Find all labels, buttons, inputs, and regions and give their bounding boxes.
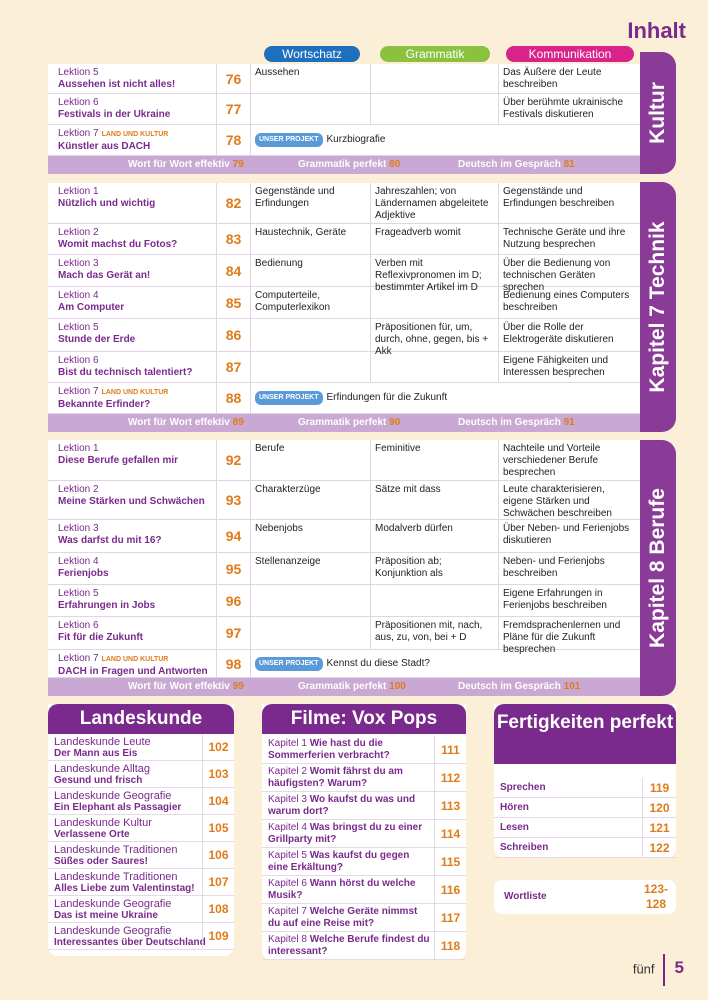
lesson-page: 86 <box>216 319 250 351</box>
kommunikation-cell: Über die Bedienung von technischen Geräten sprechen <box>498 255 640 286</box>
project-tag: UNSER PROJEKT <box>255 391 323 405</box>
lesson-row[interactable] <box>48 64 640 94</box>
lesson-cell <box>48 352 216 382</box>
filme-item[interactable] <box>262 904 466 932</box>
landeskunde-item[interactable] <box>48 815 234 842</box>
filme-item[interactable] <box>262 736 466 764</box>
wortliste-page: 123- 128 <box>643 882 668 911</box>
lesson-number: Lektion 4 <box>58 556 99 567</box>
landeskunde-item[interactable] <box>48 869 234 896</box>
filme-item-chapter: Kapitel 4 <box>268 822 307 833</box>
landeskunde-item-category: Landeskunde Geografie <box>54 790 172 802</box>
lesson-number: Lektion 2 <box>58 227 99 238</box>
project-title: Kennst du diese Stadt? <box>326 657 430 669</box>
filme-item-text <box>268 934 432 958</box>
land-und-kultur-tag: LAND UND KULTUR <box>101 656 169 663</box>
fertigkeiten-item[interactable] <box>494 838 676 858</box>
block-technik <box>48 183 640 414</box>
footer-grammatik-perfekt[interactable] <box>298 417 400 428</box>
lesson-title[interactable]: Bekannte Erfinder? <box>58 399 151 410</box>
lesson-row[interactable] <box>48 94 640 125</box>
filme-item-chapter: Kapitel 7 <box>268 906 307 917</box>
wortschatz-cell <box>250 94 370 124</box>
fertigkeiten-item-page: 119 <box>642 778 676 797</box>
landeskunde-item-category: Landeskunde Geografie <box>54 898 172 910</box>
column-header-grammatik: Grammatik <box>380 46 490 62</box>
lesson-cell <box>48 224 216 254</box>
footer-deutsch-im-gespraech-label: Deutsch im Gespräch <box>458 681 561 692</box>
lesson-row[interactable] <box>48 520 640 553</box>
lesson-number: Lektion 1 <box>58 443 99 454</box>
filme-item-text <box>268 766 432 790</box>
lesson-number: Lektion 3 <box>58 523 99 534</box>
wortschatz-cell <box>250 319 370 351</box>
landeskunde-item-category: Landeskunde Geografie <box>54 925 172 937</box>
filme-item-chapter: Kapitel 3 <box>268 794 307 805</box>
column-headers <box>0 46 708 64</box>
tab-technik-label: Kapitel 7 Technik <box>646 221 669 393</box>
kommunikation-cell: Neben- und Ferienjobs beschreiben <box>498 553 640 584</box>
fertigkeiten-item-page: 122 <box>642 838 676 857</box>
landeskunde-item-page: 103 <box>202 761 234 787</box>
lesson-title[interactable]: Nützlich und wichtig <box>58 198 156 209</box>
lesson-row[interactable] <box>48 287 640 319</box>
project-cell <box>250 383 640 413</box>
grammatik-cell: Frageadverb womit <box>370 224 498 254</box>
lesson-number-line <box>58 386 212 399</box>
kommunikation-cell: Über Neben- und Ferienjobs diskutieren <box>498 520 640 552</box>
fertigkeiten-item[interactable] <box>494 798 676 818</box>
filme-item-page: 115 <box>434 848 466 875</box>
wortschatz-cell: Nebenjobs <box>250 520 370 552</box>
footer-deutsch-im-gespraech[interactable] <box>458 417 575 428</box>
filme-item-question: Was bringst du zu einer Grillparty mit? <box>268 822 423 845</box>
lesson-cell <box>48 319 216 351</box>
landeskunde-item-title: Ein Elephant als Passagier <box>54 802 182 813</box>
filme-item-page: 113 <box>434 792 466 819</box>
kommunikation-cell: Eigene Erfahrungen in Ferienjobs beschreiben <box>498 585 640 616</box>
page-title: Inhalt <box>627 18 686 43</box>
grammatik-cell <box>370 64 498 93</box>
landeskunde-item-title: Der Mann aus Eis <box>54 748 138 759</box>
lesson-cell <box>48 183 216 223</box>
lesson-title[interactable]: Ferienjobs <box>58 568 109 579</box>
footer-grammatik-perfekt-label: Grammatik perfekt <box>298 159 387 170</box>
footer-wort-fuer-wort[interactable] <box>128 417 244 428</box>
grammatik-cell <box>370 94 498 124</box>
landeskunde-item-category: Landeskunde Kultur <box>54 817 152 829</box>
filme-item[interactable] <box>262 932 466 960</box>
kommunikation-cell: Eigene Fähigkeiten und Interessen besprechen <box>498 352 640 382</box>
lesson-cell <box>48 383 216 413</box>
lesson-row[interactable] <box>48 255 640 293</box>
lesson-number: Lektion 5 <box>58 67 99 78</box>
lesson-number: Lektion 5 <box>58 588 99 599</box>
lesson-title[interactable]: Erfahrungen in Jobs <box>58 600 156 611</box>
lesson-title[interactable]: Was darfst du mit 16? <box>58 535 162 546</box>
filme-item-question: Was kaufst du gegen eine Erkältung? <box>268 850 410 873</box>
footer-wort-fuer-wort-page: 99 <box>232 681 244 692</box>
lesson-cell <box>48 255 216 286</box>
fertigkeiten-item-label: Schreiben <box>500 842 549 853</box>
filme-item-chapter: Kapitel 1 <box>268 738 307 749</box>
filme-item-chapter: Kapitel 8 <box>268 934 307 945</box>
tab-berufe-label: Kapitel 8 Berufe <box>646 488 669 648</box>
lesson-page: 82 <box>216 183 250 223</box>
landeskunde-item-category: Landeskunde Traditionen <box>54 871 178 883</box>
lesson-page: 84 <box>216 255 250 286</box>
filme-item-page: 117 <box>434 904 466 931</box>
lesson-page: 76 <box>216 64 250 93</box>
landeskunde-item[interactable] <box>48 842 234 869</box>
lesson-number-line <box>58 653 212 666</box>
fertigkeiten-item[interactable] <box>494 778 676 798</box>
grammatik-cell <box>370 585 498 616</box>
lesson-number: Lektion 6 <box>58 97 99 108</box>
filme-item[interactable] <box>262 820 466 848</box>
filme-item[interactable] <box>262 764 466 792</box>
landeskunde-item-page: 108 <box>202 896 234 922</box>
lesson-title[interactable]: Mach das Gerät an! <box>58 270 151 281</box>
wortschatz-cell: Computerteile, Computerlexikon <box>250 287 370 318</box>
lesson-row[interactable] <box>48 585 640 617</box>
filme-item-question: Womit fährst du am häufigsten? Warum? <box>268 766 403 789</box>
lesson-title[interactable]: Meine Stärken und Schwächen <box>58 496 205 507</box>
footer-deutsch-im-gespraech-label: Deutsch im Gespräch <box>458 159 561 170</box>
page-number-digit: 5 <box>674 958 684 978</box>
tab-berufe[interactable] <box>640 440 676 696</box>
wortliste-label: Wortliste <box>504 891 547 902</box>
footer-grammatik-perfekt[interactable] <box>298 159 400 170</box>
grammatik-cell: Modalverb dürfen <box>370 520 498 552</box>
filme-item[interactable] <box>262 848 466 876</box>
lesson-row[interactable] <box>48 224 640 255</box>
grammatik-cell <box>370 352 498 382</box>
wortschatz-cell: Haustechnik, Geräte <box>250 224 370 254</box>
project-tag: UNSER PROJEKT <box>255 657 323 671</box>
kommunikation-cell: Fremdsprachenlernen und Pläne für die Zukunft besprechen <box>498 617 640 649</box>
landeskunde-item-page: 107 <box>202 869 234 895</box>
kommunikation-cell: Nachteile und Vorteile verschiedener Berufe besprechen <box>498 440 640 480</box>
grammatik-cell: Verben mit Reflexivpronomen im D; bestimmter Artikel im D <box>370 255 498 286</box>
landeskunde-item-text <box>54 898 171 922</box>
footer-grammatik-perfekt-label: Grammatik perfekt <box>298 681 387 692</box>
landeskunde-item-category: Landeskunde Alltag <box>54 763 151 775</box>
footer-deutsch-im-gespraech-page: 101 <box>563 681 581 692</box>
fertigkeiten-item[interactable] <box>494 818 676 838</box>
lesson-cell <box>48 94 216 124</box>
filme-item-text <box>268 906 432 930</box>
lesson-title[interactable]: Bist du technisch talentiert? <box>58 367 193 378</box>
landeskunde-item-title: Das ist meine Ukraine <box>54 910 158 921</box>
lesson-cell <box>48 440 216 480</box>
footer-deutsch-im-gespraech-page: 91 <box>563 417 575 428</box>
grammatik-cell <box>370 287 498 318</box>
project-title: Kurzbiografie <box>326 134 386 145</box>
filme-item[interactable] <box>262 876 466 904</box>
lesson-row[interactable] <box>48 352 640 383</box>
landeskunde-item-page: 105 <box>202 815 234 841</box>
kommunikation-cell: Bedienung eines Computers beschreiben <box>498 287 640 318</box>
filme-item-page: 111 <box>434 736 466 763</box>
filme-item-page: 112 <box>434 764 466 791</box>
landeskunde-item-text <box>54 736 151 760</box>
filme-item-page: 118 <box>434 932 466 959</box>
landeskunde-item-title: Alles Liebe zum Valentinstag! <box>54 883 195 894</box>
footer-wort-fuer-wort-label: Wort für Wort effektiv <box>128 159 230 170</box>
landeskunde-box <box>48 704 234 956</box>
lesson-title[interactable]: Festivals in der Ukraine <box>58 109 171 120</box>
footer-grammatik-perfekt-page: 80 <box>389 159 401 170</box>
filme-item-question: Wann hörst du welche Musik? <box>268 878 416 901</box>
landeskunde-item-page: 109 <box>202 923 234 949</box>
filme-box <box>262 704 466 960</box>
lesson-number: Lektion 6 <box>58 355 99 366</box>
lesson-page: 77 <box>216 94 250 124</box>
wortschatz-cell: Aussehen <box>250 64 370 93</box>
landeskunde-item[interactable] <box>48 761 234 788</box>
fertigkeiten-box <box>494 704 676 858</box>
lesson-cell <box>48 650 216 677</box>
filme-header: Filme: Vox Pops <box>262 704 466 734</box>
grammatik-cell: Präpositionen für, um, durch, ohne, gegen, bis + Akk <box>370 319 498 351</box>
kommunikation-cell: Leute charakterisieren, eigene Stärken und Schwächen beschreiben <box>498 481 640 519</box>
lesson-page: 96 <box>216 585 250 616</box>
tab-kultur-label: Kultur <box>646 82 669 144</box>
wortschatz-cell <box>250 617 370 649</box>
block-kultur <box>48 64 640 156</box>
column-header-wortschatz: Wortschatz <box>264 46 360 62</box>
kommunikation-cell: Das Äußere der Leute beschreiben <box>498 64 640 93</box>
filme-item-question: Welche Geräte nimmst du auf eine Reise mit? <box>268 906 418 929</box>
tab-technik[interactable] <box>640 182 676 432</box>
fertigkeiten-title: Fertigkeiten perfekt <box>496 712 674 733</box>
fertigkeiten-item-page: 120 <box>642 798 676 817</box>
wortschatz-cell: Stellenanzeige <box>250 553 370 584</box>
lesson-number: Lektion 6 <box>58 620 99 631</box>
lesson-cell <box>48 553 216 584</box>
lesson-title[interactable]: Künstler aus DACH <box>58 141 151 152</box>
fertigkeiten-item-label: Lesen <box>500 822 529 833</box>
filme-item-question: Wo kaufst du was und warum dort? <box>268 794 416 817</box>
landeskunde-item-title: Interessantes über Deutschland <box>54 937 206 948</box>
lesson-cell <box>48 585 216 616</box>
landeskunde-item[interactable] <box>48 788 234 815</box>
landeskunde-item-text <box>54 817 152 841</box>
lesson-row[interactable] <box>48 553 640 585</box>
footer-deutsch-im-gespraech-page: 81 <box>563 159 575 170</box>
lesson-page: 83 <box>216 224 250 254</box>
filme-item-text <box>268 794 432 818</box>
lesson-number-line <box>58 128 212 141</box>
filme-item-text <box>268 738 432 762</box>
column-header-kommunikation: Kommunikation <box>506 46 634 62</box>
filme-item-text <box>268 822 432 846</box>
kommunikation-cell: Über berühmte ukrainische Festivals diskutieren <box>498 94 640 124</box>
footer-wort-fuer-wort-page: 89 <box>232 417 244 428</box>
fertigkeiten-item-page: 121 <box>642 818 676 837</box>
lesson-title[interactable]: Womit machst du Fotos? <box>58 239 178 250</box>
page-number-divider <box>663 954 665 986</box>
lesson-page: 94 <box>216 520 250 552</box>
page-number <box>633 954 684 986</box>
project-tag: UNSER PROJEKT <box>255 133 323 147</box>
block-berufe <box>48 440 640 678</box>
landeskunde-item-title: Süßes oder Saures! <box>54 856 148 867</box>
footer-wort-fuer-wort-page: 79 <box>232 159 244 170</box>
filme-item-text <box>268 878 432 902</box>
lesson-number: Lektion 7 <box>58 386 99 397</box>
landeskunde-item-text <box>54 844 178 868</box>
filme-item-page: 114 <box>434 820 466 847</box>
landeskunde-item-title: Gesund und frisch <box>54 775 143 786</box>
landeskunde-item-page: 102 <box>202 734 234 760</box>
lesson-row[interactable] <box>48 125 640 156</box>
landeskunde-item[interactable] <box>48 896 234 923</box>
land-und-kultur-tag: LAND UND KULTUR <box>101 131 169 138</box>
wortschatz-cell <box>250 352 370 382</box>
grammatik-cell: Präpositionen mit, nach, aus, zu, von, bei + D <box>370 617 498 649</box>
landeskunde-item-title: Verlassene Orte <box>54 829 130 840</box>
lesson-number: Lektion 4 <box>58 290 99 301</box>
lesson-row[interactable] <box>48 440 640 481</box>
filme-item-text <box>268 850 432 874</box>
wortschatz-cell: Charakterzüge <box>250 481 370 519</box>
lesson-page: 88 <box>216 383 250 413</box>
lesson-title[interactable]: Am Computer <box>58 302 125 313</box>
lesson-row[interactable] <box>48 481 640 520</box>
page-number-word: fünf <box>632 961 655 977</box>
kommunikation-cell: Gegenstände und Erfindungen beschreiben <box>498 183 640 223</box>
footer-technik <box>48 414 640 432</box>
landeskunde-header: Landeskunde <box>48 704 234 734</box>
lesson-page: 78 <box>216 125 250 155</box>
grammatik-cell: Sätze mit dass <box>370 481 498 519</box>
project-title: Erfindungen für die Zukunft <box>326 392 448 403</box>
lesson-title[interactable]: Stunde der Erde <box>58 334 136 345</box>
landeskunde-item-page: 106 <box>202 842 234 868</box>
footer-wort-fuer-wort[interactable] <box>128 681 244 692</box>
landeskunde-item-text <box>54 925 206 949</box>
landeskunde-item-category: Landeskunde Leute <box>54 736 151 748</box>
fertigkeiten-item-label: Hören <box>500 802 529 813</box>
project-cell <box>250 125 640 155</box>
wortschatz-cell: Berufe <box>250 440 370 480</box>
filme-item-page: 116 <box>434 876 466 903</box>
lesson-cell <box>48 481 216 519</box>
lesson-title[interactable]: Diese Berufe gefallen mir <box>58 455 179 466</box>
lesson-number: Lektion 1 <box>58 186 99 197</box>
kommunikation-cell: Technische Geräte und ihre Nutzung besprechen <box>498 224 640 254</box>
lesson-page: 95 <box>216 553 250 584</box>
tab-kultur[interactable] <box>640 52 676 174</box>
footer-wort-fuer-wort-label: Wort für Wort effektiv <box>128 681 230 692</box>
wortschatz-cell: Gegenstände und Erfindungen <box>250 183 370 223</box>
lesson-cell <box>48 520 216 552</box>
filme-item-question: Wie hast du die Sommerferien verbracht? <box>268 738 390 761</box>
lesson-page: 92 <box>216 440 250 480</box>
lesson-page: 93 <box>216 481 250 519</box>
lesson-page: 87 <box>216 352 250 382</box>
grammatik-cell: Präposition ab; Konjunktion als <box>370 553 498 584</box>
fertigkeiten-header <box>494 704 676 764</box>
lesson-number: Lektion 3 <box>58 258 99 269</box>
wortschatz-cell <box>250 585 370 616</box>
lesson-number: Lektion 5 <box>58 322 99 333</box>
landeskunde-item-text <box>54 871 195 895</box>
fertigkeiten-item-label: Sprechen <box>500 782 546 793</box>
footer-kultur <box>48 156 640 174</box>
filme-item[interactable] <box>262 792 466 820</box>
lesson-row[interactable] <box>48 383 640 414</box>
lesson-cell <box>48 617 216 649</box>
lesson-title[interactable]: Aussehen ist nicht alles! <box>58 79 176 90</box>
wortschatz-cell: Bedienung <box>250 255 370 286</box>
lesson-cell <box>48 125 216 155</box>
landeskunde-item[interactable] <box>48 734 234 761</box>
landeskunde-item-page: 104 <box>202 788 234 814</box>
landeskunde-item-text <box>54 790 181 814</box>
lesson-number: Lektion 2 <box>58 484 99 495</box>
lesson-page: 85 <box>216 287 250 318</box>
footer-grammatik-perfekt-page: 100 <box>389 681 406 692</box>
grammatik-cell: Feminitive <box>370 440 498 480</box>
grammatik-cell: Jahreszahlen; von Ländernamen abgeleitete Adjektive <box>370 183 498 223</box>
land-und-kultur-tag: LAND UND KULTUR <box>101 389 169 396</box>
lesson-row[interactable] <box>48 617 640 655</box>
filme-item-chapter: Kapitel 5 <box>268 850 307 861</box>
landeskunde-item[interactable] <box>48 923 234 950</box>
lesson-row[interactable] <box>48 183 640 224</box>
lesson-title[interactable]: DACH in Fragen und Antworten <box>58 666 208 677</box>
lesson-page: 98 <box>216 650 250 677</box>
footer-deutsch-im-gespraech-label: Deutsch im Gespräch <box>458 417 561 428</box>
kommunikation-cell: Über die Rolle der Elektrogeräte diskutieren <box>498 319 640 351</box>
filme-item-chapter: Kapitel 6 <box>268 878 307 889</box>
lesson-row[interactable] <box>48 650 640 678</box>
lesson-cell <box>48 287 216 318</box>
lesson-row[interactable] <box>48 319 640 357</box>
footer-deutsch-im-gespraech[interactable] <box>458 159 575 170</box>
wortliste-box[interactable] <box>494 880 676 914</box>
lesson-number: Lektion 7 <box>58 128 99 139</box>
landeskunde-item-text <box>54 763 150 787</box>
filme-item-chapter: Kapitel 2 <box>268 766 307 777</box>
footer-deutsch-im-gespraech[interactable] <box>458 681 580 692</box>
footer-wort-fuer-wort[interactable] <box>128 159 244 170</box>
footer-grammatik-perfekt-page: 90 <box>389 417 401 428</box>
landeskunde-item-category: Landeskunde Traditionen <box>54 844 178 856</box>
footer-grammatik-perfekt-label: Grammatik perfekt <box>298 417 387 428</box>
filme-item-question: Welche Berufe findest du interessant? <box>268 934 430 957</box>
footer-wort-fuer-wort-label: Wort für Wort effektiv <box>128 417 230 428</box>
lesson-page: 97 <box>216 617 250 649</box>
footer-grammatik-perfekt[interactable] <box>298 681 406 692</box>
lesson-cell <box>48 64 216 93</box>
lesson-number: Lektion 7 <box>58 653 99 664</box>
footer-berufe <box>48 678 640 696</box>
lesson-title[interactable]: Fit für die Zukunft <box>58 632 143 643</box>
project-cell <box>250 650 640 677</box>
